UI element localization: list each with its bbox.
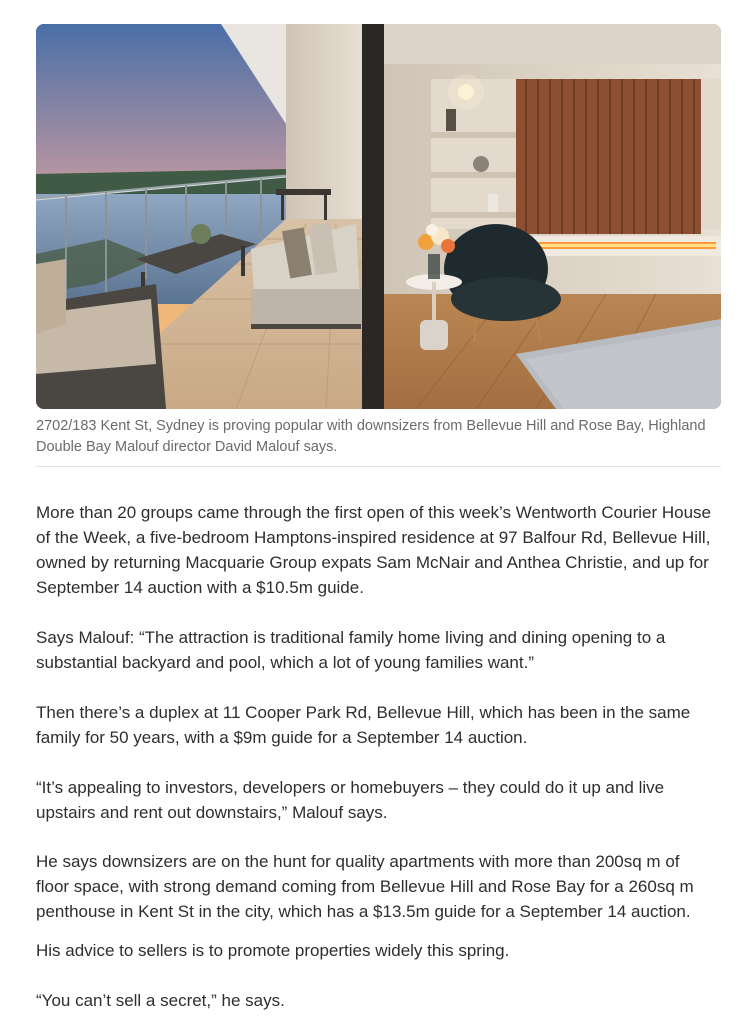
- paragraph-3: Then there’s a duplex at 11 Cooper Park Rd, Bellevue Hill, which has been in the same family for 50 years, with a $9m guide for a September 14 auction.: [36, 703, 691, 747]
- paragraph-1: More than 20 groups came through the first open of this week’s Wentworth Courier House of the Week, a five-bedroom Hamptons-inspired residence at 97 Balfour Rd, Bellevue Hill, owned by returning Macquarie Group expats Sam McNair and Anthea Christie, and up for September 14 auction with a $10.5m guide.: [36, 503, 712, 597]
- paragraph-2: Says Malouf: “The attraction is traditional family home living and dining opening to a substantial backyard and pool, which a lot of young families want.”: [36, 628, 666, 672]
- photo-caption: 2702/183 Kent St, Sydney is proving popular with downsizers from Bellevue Hill and Rose Bay, Highland Double Bay Malouf director David Malouf says.: [36, 418, 706, 455]
- article-photo[interactable]: [36, 24, 721, 409]
- paragraph-7: “You can’t sell a secret,” he says.: [36, 991, 285, 1010]
- paragraph-6: His advice to sellers is to promote properties widely this spring.: [36, 941, 510, 960]
- paragraph-4: “It’s appealing to investors, developers or homebuyers – they could do it up and live upstairs and rent out downstairs,” Malouf says.: [36, 778, 665, 822]
- photo-illustration: [36, 24, 721, 409]
- paragraph-5: He says downsizers are on the hunt for quality apartments with more than 200sq m of floor space, with strong demand coming from Bellevue Hill and Rose Bay for a 260sq m penthouse in Kent St in the city, which has a $13.5m guide for a September 14 auction.: [36, 852, 694, 921]
- caption-divider: [36, 466, 721, 467]
